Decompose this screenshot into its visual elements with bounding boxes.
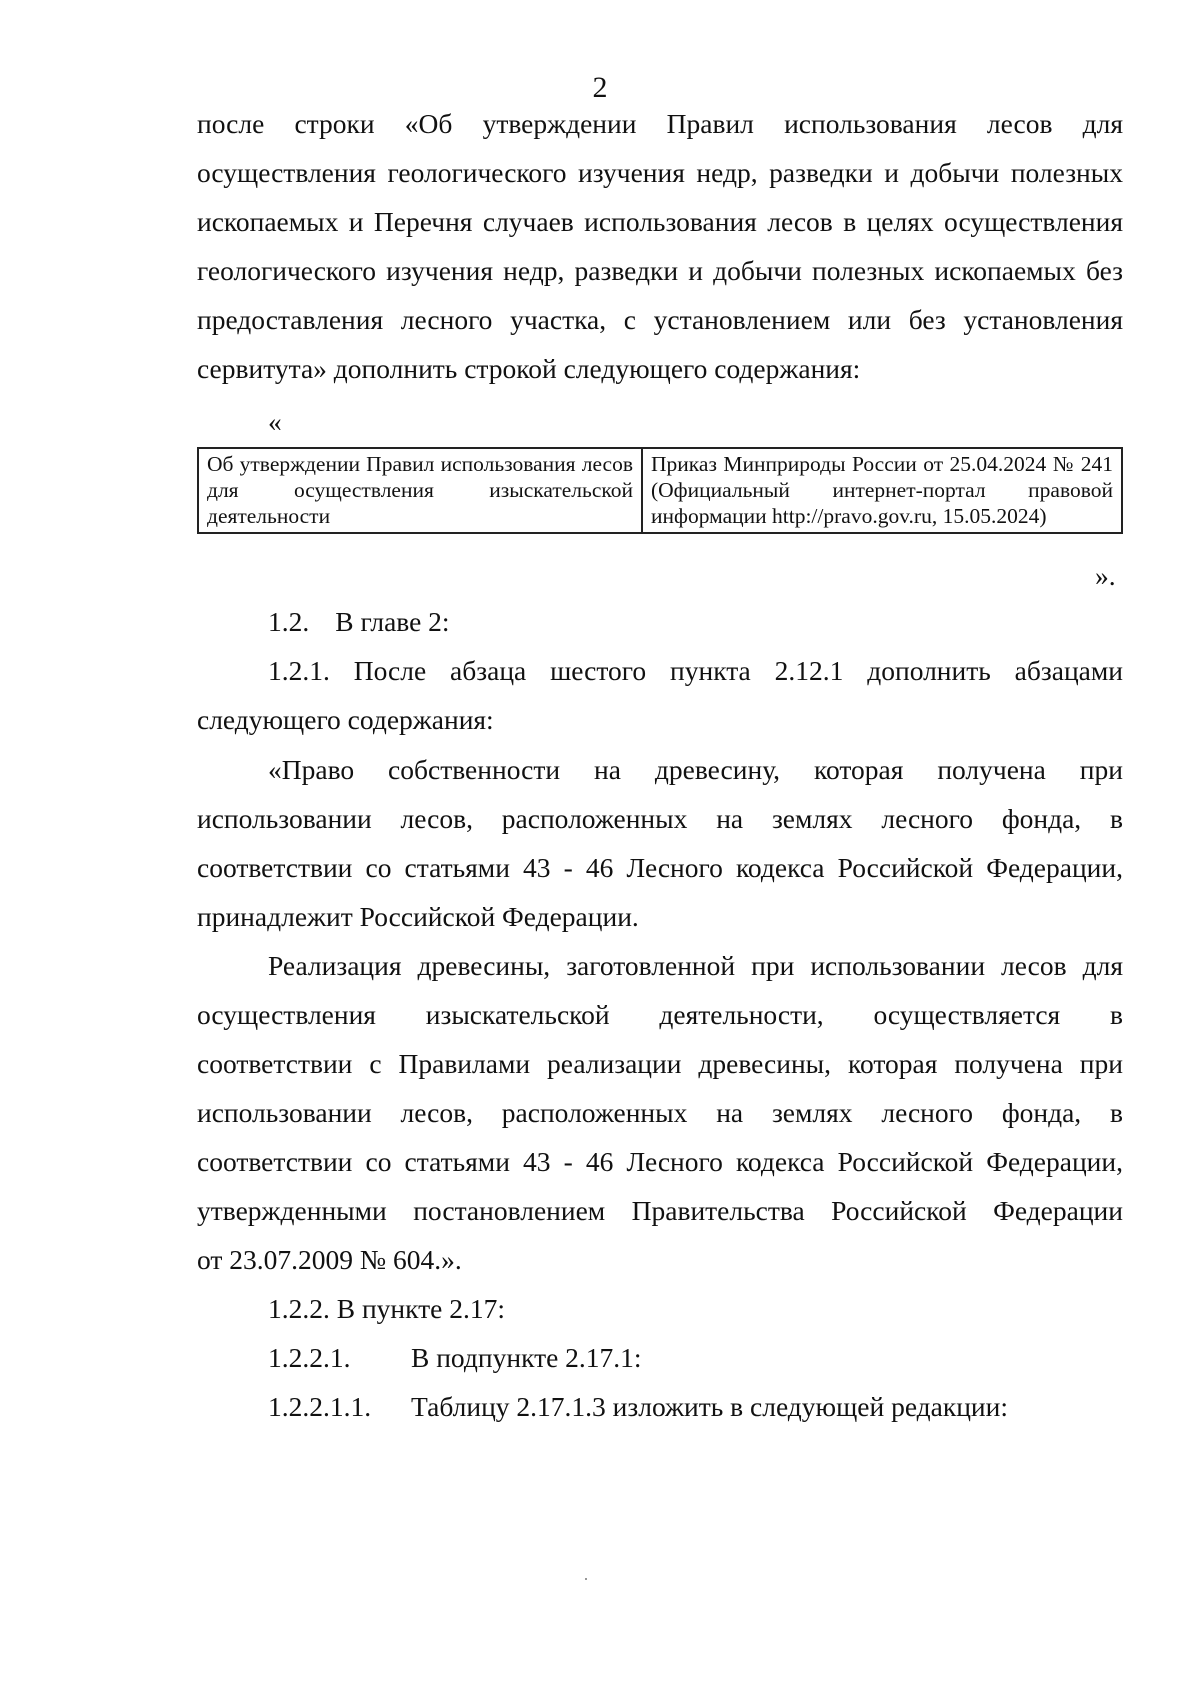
text-line: осуществления геологического изучения недр, разведки и добычи полезных <box>197 157 1123 188</box>
scan-speck <box>585 1578 587 1580</box>
open-quote-mark: « <box>268 406 282 437</box>
text-line: использовании лесов, расположенных на землях лесного фонда, в <box>197 803 1123 834</box>
text-line: Реализация древесины, заготовленной при использовании лесов для <box>268 950 1123 981</box>
text-line: ископаемых и Перечня случаев использования лесов в целях осуществления <box>197 206 1123 237</box>
text-line: соответствии со статьями 43 - 46 Лесного кодекса Российской Федерации, <box>197 1146 1123 1177</box>
item-1-2-2-1-1 <box>268 1382 1123 1431</box>
close-quote-mark: ». <box>1095 560 1116 591</box>
text-line: осуществления изыскательской деятельности, осуществляется в <box>197 999 1123 1030</box>
item-text: Таблицу 2.17.1.3 изложить в следующей редакции: <box>411 1391 1009 1422</box>
item-text: В подпункте 2.17.1: <box>411 1342 642 1373</box>
item-1-2-1 <box>197 646 1123 744</box>
text-line: после строки «Об утверждении Правил использования лесов для <box>197 108 1123 139</box>
amendment-table <box>197 447 1123 534</box>
page-number: 2 <box>592 71 608 104</box>
text-line: «Право собственности на древесину, которая получена при <box>268 754 1123 785</box>
text-line: соответствии с Правилами реализации древесины, которая получена при <box>197 1048 1123 1079</box>
item-text: В главе 2: <box>335 606 450 637</box>
item-number: 1.2.2.1. <box>268 1342 351 1373</box>
item-1-2-2: 1.2.2. В пункте 2.17: <box>268 1293 506 1324</box>
item-1-2-2-1 <box>268 1333 1123 1382</box>
item-number: 1.2. <box>268 606 310 637</box>
quoted-paragraph-sale <box>197 941 1123 1284</box>
text-line: сервитута» дополнить строкой следующего содержания: <box>197 353 861 384</box>
text-line: от 23.07.2009 № 604.». <box>197 1244 462 1275</box>
text-line: геологического изучения недр, разведки и добычи полезных ископаемых без <box>197 255 1123 286</box>
text-line: использовании лесов, расположенных на землях лесного фонда, в <box>197 1097 1123 1128</box>
text-line: 1.2.1. После абзаца шестого пункта 2.12.1 дополнить абзацами <box>268 655 1123 686</box>
intro-paragraph <box>197 99 1123 393</box>
item-number: 1.2.2.1.1. <box>268 1391 372 1422</box>
table-row <box>198 448 1122 533</box>
text-line: утвержденными постановлением Правительства Российской Федерации <box>197 1195 1123 1226</box>
text-line: следующего содержания: <box>197 704 494 735</box>
document-reference-cell: Приказ Минприроды России от 25.04.2024 № 241 (Официальный интернет-портал правовой информации http://pravo.gov.ru, 15.05.2024) <box>642 448 1122 533</box>
quoted-paragraph-ownership <box>197 745 1123 941</box>
text-line: соответствии со статьями 43 - 46 Лесного кодекса Российской Федерации, <box>197 852 1123 883</box>
document-title-cell: Об утверждении Правил использования лесов для осуществления изыскательской деятельности <box>198 448 642 533</box>
text-line: принадлежит Российской Федерации. <box>197 901 639 932</box>
item-1-2 <box>268 597 1123 646</box>
text-line: предоставления лесного участка, с установлением или без установления <box>197 304 1123 335</box>
